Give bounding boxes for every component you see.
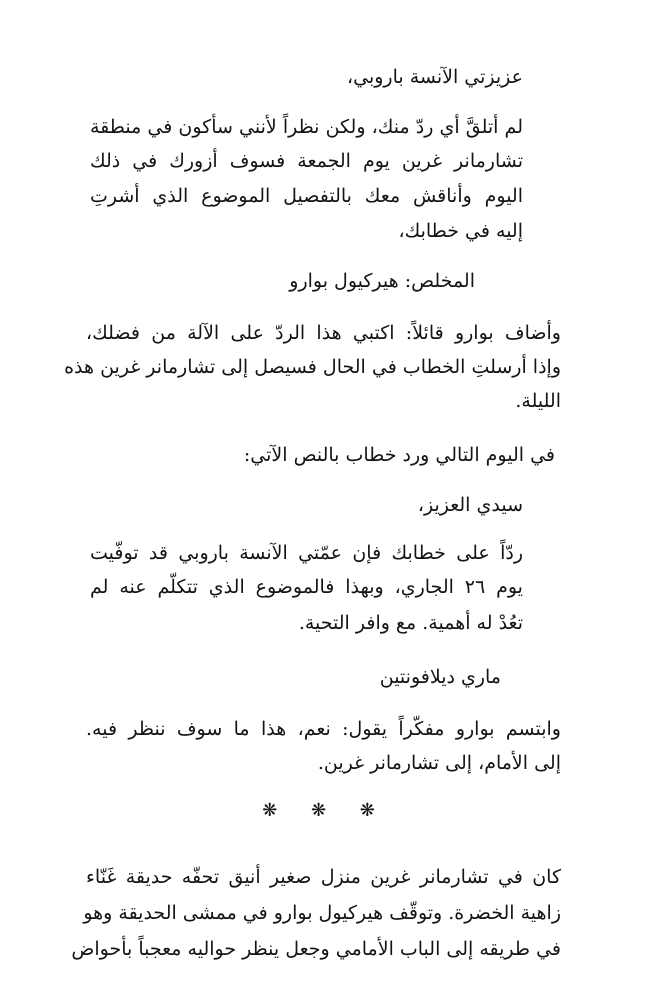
paragraph-line: إلى الأمام، إلى تشارمانر غرين. <box>317 752 561 774</box>
paragraph-line: زاهية الخضرة. وتوقّف هيركيول بوارو في ممشى الحديقة وهو <box>83 902 561 924</box>
paragraph-line: وابتسم بوارو مفكّراً يقول: نعم، هذا ما سوف ننظر فيه. <box>86 718 561 740</box>
paragraph-line: وأضاف بوارو قائلاً: اكتبي هذا الردّ على الآلة من فضلك، <box>86 322 561 344</box>
letter1-body-line: اليوم وأناقش معك بالتفصيل الموضوع الذي أشرتِ <box>90 185 523 207</box>
letter2-signature: ماري ديلافونتين <box>379 666 501 688</box>
paragraph-line: في طريقه إلى الباب الأمامي وجعل ينظر حواليه معجباً بأحواض <box>71 938 561 960</box>
letter2-body-line: تعُدْ له أهمية. مع وافر التحية. <box>298 612 523 634</box>
letter2-body-line: يوم ٢٦ الجاري، وبهذا فالموضوع الذي تتكلّم عنه لم <box>90 576 523 598</box>
letter2-salutation: سيدي العزيز، <box>417 494 523 516</box>
letter1-body-line: لم أتلقَّ أي ردّ منك، ولكن نظراً لأنني سأكون في منطقة <box>90 116 523 138</box>
letter1-signature: المخلص: هيركيول بوارو <box>289 270 475 292</box>
paragraph-line: وإذا أرسلتِ الخطاب في الحال فسيصل إلى تشارمانر غرين هذه <box>64 356 561 378</box>
paragraph-line: في اليوم التالي ورد خطاب بالنص الآتي: <box>243 444 555 466</box>
letter1-salutation: عزيزتي الآنسة باروبي، <box>346 66 523 88</box>
paragraph-line: الليلة. <box>515 390 561 412</box>
letter1-body-line: تشارمانر غرين يوم الجمعة فسوف أزورك في ذلك <box>90 150 523 172</box>
section-separator: ❋ ❋ ❋ <box>262 800 389 821</box>
letter2-body-line: ردّاً على خطابك فإن عمّتي الآنسة باروبي قد توفّيت <box>90 542 523 564</box>
letter1-body-line: إليه في خطابك، <box>398 220 523 242</box>
paragraph-line: كان في تشارمانر غرين منزل صغير أنيق تحفّه حديقة غَنّاء <box>86 866 561 888</box>
